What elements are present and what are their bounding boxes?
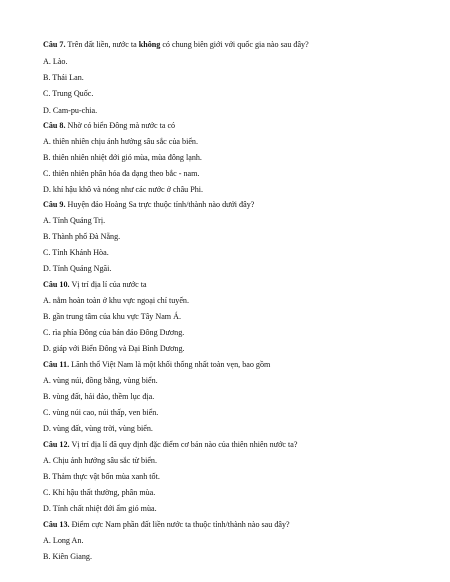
question-text: Trên đất liền, nước ta bbox=[67, 40, 139, 49]
question-10 bbox=[43, 280, 147, 290]
question-text: Lãnh thổ Việt Nam là một khối thống nhất toàn vẹn, bao gồm bbox=[71, 360, 271, 369]
question-number: Câu 12. bbox=[43, 440, 70, 449]
answer-option: C. Khí hậu thất thường, phân mùa. bbox=[43, 488, 156, 497]
question-8 bbox=[43, 121, 175, 131]
answer-option: C. vùng núi cao, núi thấp, ven biển. bbox=[43, 408, 159, 417]
answer-option: A. thiên nhiên chịu ảnh hưởng sâu sắc của biển. bbox=[43, 137, 198, 146]
answer-option: D. Tính chất nhiệt đới ẩm gió mùa. bbox=[43, 504, 157, 513]
question-text: Nhờ có biển Đông mà nước ta có bbox=[67, 121, 176, 130]
question-9 bbox=[43, 200, 254, 210]
question-number: Câu 13. bbox=[43, 520, 70, 529]
question-emphasis: không bbox=[138, 40, 161, 49]
answer-option: A. Lào. bbox=[43, 57, 68, 66]
answer-option: B. thiên nhiên nhiệt đới gió mùa, mùa đông lạnh. bbox=[43, 153, 202, 162]
question-number: Câu 9. bbox=[43, 200, 66, 209]
answer-option: A. Long An. bbox=[43, 536, 84, 545]
question-text: Vị trí địa lí đã quy định đặc điểm cơ bản nào của thiên nhiên nước ta? bbox=[71, 440, 298, 449]
question-number: Câu 11. bbox=[43, 360, 70, 369]
question-text: Vị trí địa lí của nước ta bbox=[71, 280, 147, 289]
answer-option: A. vùng núi, đồng bằng, vùng biển. bbox=[43, 376, 158, 385]
answer-option: B. Thảm thực vật bốn mùa xanh tốt. bbox=[43, 472, 160, 481]
answer-option: B. Thành phố Đà Nẵng. bbox=[43, 232, 121, 241]
question-7 bbox=[43, 40, 309, 50]
answer-option: D. vùng đất, vùng trời, vùng biển. bbox=[43, 424, 153, 433]
answer-option: D. Tỉnh Quảng Ngãi. bbox=[43, 264, 112, 273]
answer-option: C. thiên nhiên phân hóa đa dạng theo bắc - nam. bbox=[43, 169, 200, 178]
answer-option: C. Tỉnh Khánh Hòa. bbox=[43, 248, 109, 257]
answer-option: D. Cam-pu-chia. bbox=[43, 106, 98, 115]
question-11 bbox=[43, 360, 270, 370]
answer-option: A. Chịu ảnh hưởng sâu sắc từ biển. bbox=[43, 456, 157, 465]
question-text: Điểm cực Nam phần đất liền nước ta thuộc tỉnh/thành nào sau đây? bbox=[71, 520, 290, 529]
answer-option: B. Kiên Giang. bbox=[43, 552, 93, 561]
question-number: Câu 7. bbox=[43, 40, 66, 49]
answer-option: C. rìa phía Đông của bán đảo Đông Dương. bbox=[43, 328, 185, 337]
answer-option: A. Tỉnh Quảng Trị. bbox=[43, 216, 106, 225]
question-text: Huyện đảo Hoàng Sa trực thuộc tỉnh/thành nào dưới đây? bbox=[67, 200, 255, 209]
answer-option: A. nằm hoàn toàn ở khu vực ngoại chí tuyến. bbox=[43, 296, 190, 305]
question-12 bbox=[43, 440, 297, 450]
question-number: Câu 10. bbox=[43, 280, 70, 289]
answer-option: B. Thái Lan. bbox=[43, 73, 84, 82]
question-number: Câu 8. bbox=[43, 121, 66, 130]
question-text-rest: có chung biên giới với quốc gia nào sau đây? bbox=[160, 40, 309, 49]
answer-option: D. khí hậu khô và nóng như các nước ở châu Phi. bbox=[43, 185, 204, 194]
answer-option: D. giáp với Biển Đông và Đại Bình Dương. bbox=[43, 344, 185, 353]
answer-option: C. Trung Quốc. bbox=[43, 89, 94, 98]
answer-option: B. gần trung tâm của khu vực Tây Nam Á. bbox=[43, 312, 181, 321]
answer-option: B. vùng đất, hải đảo, thềm lục địa. bbox=[43, 392, 155, 401]
question-13 bbox=[43, 520, 290, 530]
